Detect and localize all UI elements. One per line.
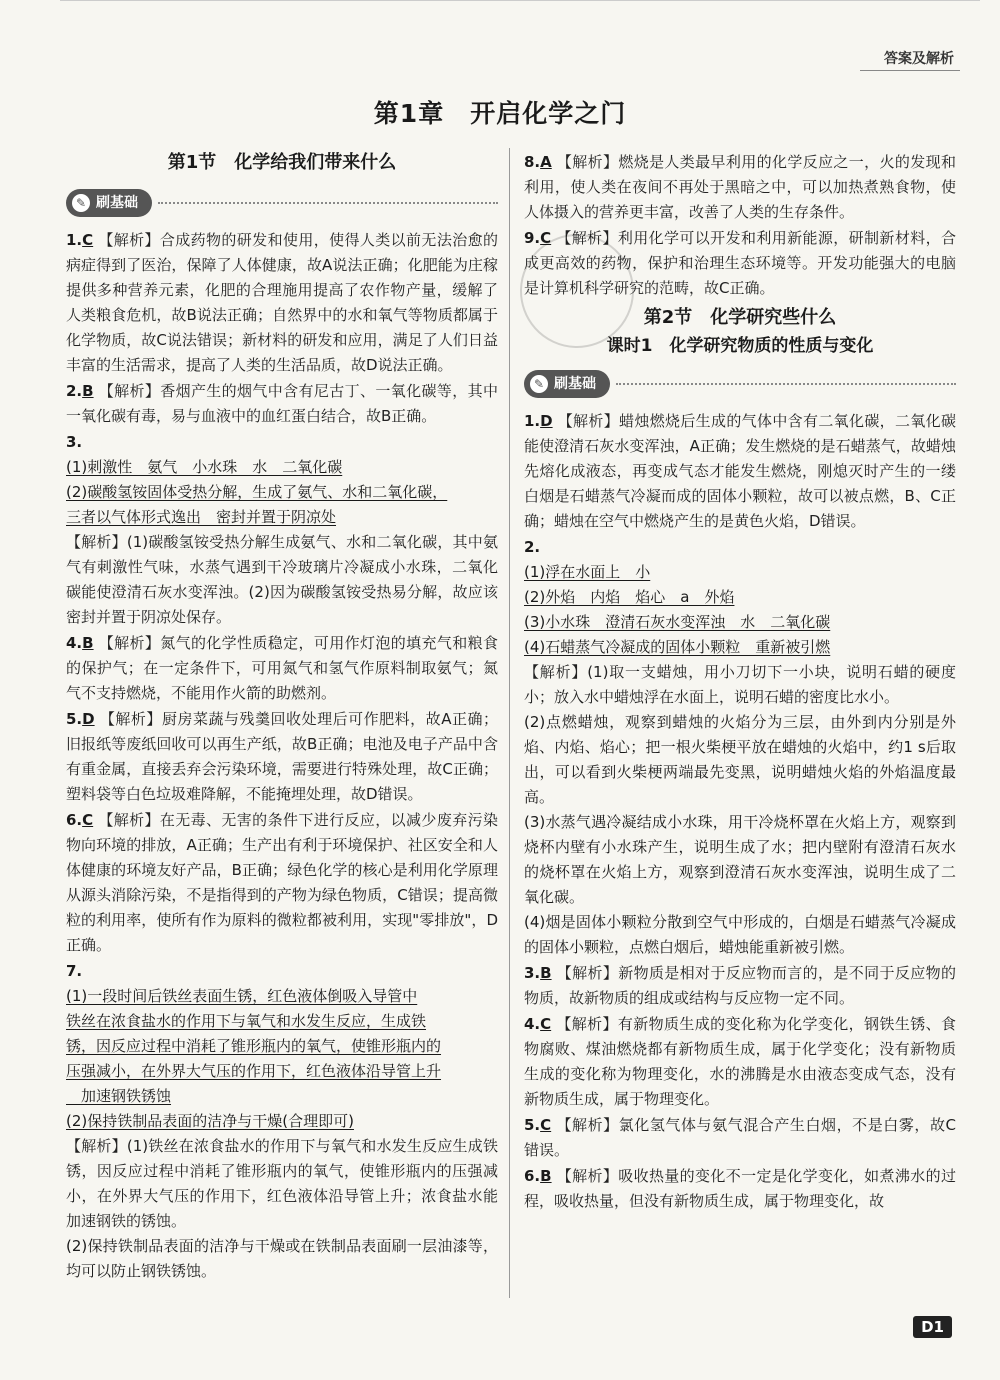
- answer-line: (2)碳酸氢铵固体受热分解，生成了氨气、水和二氧化碳，: [66, 483, 448, 501]
- answer-line: (1)一段时间后铁丝表面生锈，红色液体倒吸入导管中: [66, 987, 418, 1005]
- badge-2: [524, 370, 610, 398]
- answer-line: (2)保持铁制品表面的洁净与干燥(合理即可): [66, 1112, 354, 1130]
- answer-item: [66, 430, 498, 630]
- answer-letter: D: [82, 710, 95, 728]
- chapter-title: 第1章 开启化学之门: [373, 99, 627, 128]
- explanation: (2)点燃蜡烛，观察到蜡烛的火焰分为三层，由外到内分别是外焰、内焰、焰心；把一根火柴梗平放在蜡烛的火焰中，约1 s后取出，可以看到火柴梗两端最先变黑，说明蜡烛火焰的外焰温度最高。: [524, 713, 956, 806]
- answer-item: [524, 961, 956, 1011]
- answer-item: [66, 808, 498, 958]
- badge: [66, 189, 152, 217]
- answer-item: [66, 379, 498, 429]
- item-number: 6.: [524, 1167, 541, 1185]
- column-divider: [509, 148, 510, 1298]
- answer-line: 锈，因反应过程中消耗了锥形瓶内的氧气，使锥形瓶内的: [66, 1037, 442, 1055]
- item-number: 8.: [524, 153, 541, 171]
- right-items: [524, 409, 956, 1214]
- answer-item: [66, 228, 498, 378]
- answer-letter: D: [540, 412, 553, 430]
- explanation: 【解析】在无毒、无害的条件下进行反应，以减少废弃污染物向环境的排放，A正确；生产出有利于环境保护、社区安全和人体健康的环境友好产品，B正确；绿色化学的核心是利用化学原理从源头消除污染，不是指得到的产物为绿色物质，C错误；提高微粒的利用率，使所有作为原料的微粒都被利用，实现"零排放"，D正确。: [66, 811, 498, 954]
- explanation: 【解析】氯化氢气体与氨气混合产生白烟，不是白雾，故C错误。: [524, 1116, 956, 1159]
- answer-letter: C: [540, 1015, 552, 1033]
- answer-letter: C: [540, 1116, 552, 1134]
- badge-row-2: [524, 369, 956, 399]
- dotted-rule: [158, 202, 498, 204]
- item-number: 7.: [66, 962, 83, 980]
- item-number: 9.: [524, 229, 541, 247]
- answer-item: [524, 150, 956, 225]
- explanation: 【解析】(1)铁丝在浓食盐水的作用下与氧气和水发生反应生成铁锈，因反应过程中消耗了锥形瓶内的氧气，使锥形瓶内的压强减小，在外界大气压的作用下，红色液体沿导管上升；浓食盐水能加速钢铁的锈蚀。: [66, 1137, 498, 1230]
- answer-item: [524, 409, 956, 534]
- item-number: 1.: [66, 231, 83, 249]
- explanation: (3)水蒸气遇冷凝结成小水珠，用干冷烧杯罩在火焰上方，观察到烧杯内壁有小水珠产生，说明生成了水；把内壁附有澄清石灰水的烧杯罩在火焰上方，观察到澄清石灰水变浑浊，说明生成了二氧化碳。: [524, 813, 956, 906]
- explanation: 【解析】新物质是相对于反应物而言的，是不同于反应物的物质，故新物质的组成或结构与反应物一定不同。: [524, 964, 956, 1007]
- top-edge: [60, 0, 980, 5]
- answer-line: (3)小水珠 澄清石灰水变浑浊 水 二氧化碳: [524, 613, 831, 631]
- answer-line: 铁丝在浓食盐水的作用下与氧气和水发生反应，生成铁: [66, 1012, 427, 1030]
- item-number: 6.: [66, 811, 83, 829]
- pencil-icon: ✎: [530, 375, 548, 393]
- item-number: 5.: [66, 710, 83, 728]
- answer-item: [524, 1113, 956, 1163]
- answer-line: 压强减小，在外界大气压的作用下，红色液体沿导管上升: [66, 1062, 442, 1080]
- section-title-2: 第2节 化学研究些什么: [643, 307, 837, 328]
- header-label: 答案及解析: [884, 51, 954, 67]
- answer-item: [524, 1164, 956, 1214]
- answer-letter: B: [82, 382, 94, 400]
- answer-letter: B: [540, 964, 552, 982]
- explanation: (4)烟是固体小颗粒分散到空气中形成的，白烟是石蜡蒸气冷凝成的固体小颗粒，点燃白烟后，蜡烛能重新被引燃。: [524, 913, 956, 956]
- explanation: 【解析】厨房菜蔬与残羹回收处理后可作肥料，故A正确；旧报纸等废纸回收可以再生产纸，故B正确；电池及电子产品中含有重金属，直接丢弃会污染环境，需要进行特殊处理，故C正确；塑料袋等白色垃圾难降解，不能掩埋处理，故D错误。: [66, 710, 499, 803]
- explanation: 【解析】香烟产生的烟气中含有尼古丁、一氧化碳等，其中一氧化碳有毒，易与血液中的血红蛋白结合，故B正确。: [66, 382, 498, 425]
- answer-item: [66, 631, 498, 706]
- answer-item: [524, 535, 956, 960]
- item-number: 4.: [66, 634, 83, 652]
- explanation: 【解析】(1)取一支蜡烛，用小刀切下一小块，说明石蜡的硬度小；放入水中蜡烛浮在水面上，说明石蜡的密度比水小。: [524, 663, 956, 706]
- dotted-rule-2: [616, 383, 956, 385]
- answer-item: [524, 1012, 956, 1112]
- explanation: 【解析】有新物质生成的变化称为化学变化，钢铁生锈、食物腐败、煤油燃烧都有新物质生成，属于化学变化；没有新物质生成的变化称为物理变化，水的沸腾是水由液态变成气态，没有新物质生成，属于物理变化。: [524, 1015, 956, 1108]
- answer-letter: C: [82, 811, 94, 829]
- item-number: 2.: [66, 382, 83, 400]
- explanation: 【解析】利用化学可以开发和利用新能源，研制新材料，合成更高效的药物，保护和治理生态环境等。开发功能强大的电脑是计算机科学研究的范畴，故C正确。: [524, 229, 956, 297]
- item-number: 3.: [524, 964, 541, 982]
- answer-item: [66, 707, 498, 807]
- answer-item: [66, 959, 498, 1284]
- page-number: D1: [913, 1316, 952, 1338]
- answer-line: (4)石蜡蒸气冷凝成的固体小颗粒 重新被引燃: [524, 638, 831, 656]
- explanation: 【解析】燃烧是人类最早利用的化学反应之一，火的发现和利用，使人类在夜间不再处于黑暗之中，可以加热煮熟食物，使人体摄入的营养更丰富，改善了人类的生存条件。: [524, 153, 956, 221]
- item-number: 5.: [524, 1116, 541, 1134]
- answer-letter: B: [540, 1167, 552, 1185]
- item-number: 4.: [524, 1015, 541, 1033]
- answer-line: (2)外焰 内焰 焰心 a 外焰: [524, 588, 735, 606]
- answer-letter: C: [82, 231, 94, 249]
- explanation: 【解析】吸收热量的变化不一定是化学变化，如煮沸水的过程，吸收热量，但没有新物质生成，属于物理变化，故: [524, 1167, 956, 1210]
- pencil-icon: ✎: [72, 194, 90, 212]
- answer-letter: B: [82, 634, 94, 652]
- badge-label-2: 刷基础: [554, 375, 596, 392]
- explanation: 【解析】合成药物的研发和使用，使得人类以前无法治愈的病症得到了医治，保障了人体健康，故A说法正确；化肥能为庄稼提供多种营养元素，化肥的合理施用提高了农作物产量，缓解了人类粮食危机，故B说法正确；自然界中的水和氧气等物质都属于化学物质，故C说法错误；新材料的研发和应用，满足了人们日益丰富的生活需求，提高了人类的生活品质，故D说法正确。: [66, 231, 498, 374]
- header-rule: [860, 70, 960, 71]
- explanation: 【解析】(1)碳酸氢铵受热分解生成氨气、水和二氧化碳，其中氨气有刺激性气味，水蒸气遇到干冷玻璃片冷凝成小水珠，二氧化碳能使澄清石灰水变浑浊。(2)因为碳酸氢铵受热易分解，故应该密封并置于阴凉处保存。: [66, 533, 498, 626]
- item-number: 1.: [524, 412, 541, 430]
- item-number: 3.: [66, 433, 83, 451]
- item-number: 2.: [524, 538, 541, 556]
- answer-line: 三者以气体形式逸出 密封并置于阴凉处: [66, 508, 337, 526]
- answer-line: 加速钢铁锈蚀: [66, 1087, 172, 1105]
- explanation: 【解析】蜡烛燃烧后生成的气体中含有二氧化碳，二氧化碳能使澄清石灰水变浑浊，A正确；发生燃烧的是石蜡蒸气，故蜡烛先熔化成液态，再变成气态才能发生燃烧，刚熄灭时产生的一缕白烟是石蜡蒸气冷凝而成的固体小颗粒，故可以被点燃，B、C正确；蜡烛在空气中燃烧产生的是黄色火焰，D错误。: [524, 412, 956, 530]
- explanation: (2)保持铁制品表面的洁净与干燥或在铁制品表面刷一层油漆等，均可以防止钢铁锈蚀。: [66, 1237, 498, 1280]
- badge-label: 刷基础: [96, 194, 138, 211]
- explanation: 【解析】氮气的化学性质稳定，可用作灯泡的填充气和粮食的保护气；在一定条件下，可用氮气和氢气作原料制取氨气；氮气不支持燃烧，不能用作火箭的助燃剂。: [66, 634, 498, 702]
- answer-letter: A: [540, 153, 552, 171]
- answer-line: (1)浮在水面上 小: [524, 563, 651, 581]
- badge-row: [66, 188, 498, 218]
- lesson-title: 课时1 化学研究物质的性质与变化: [606, 336, 874, 356]
- answer-letter: C: [540, 229, 552, 247]
- left-column: [66, 150, 498, 1285]
- section-title: 第1节 化学给我们带来什么: [167, 152, 397, 173]
- left-items: [66, 228, 498, 1284]
- answer-line: (1)刺激性 氨气 小水珠 水 二氧化碳: [66, 458, 343, 476]
